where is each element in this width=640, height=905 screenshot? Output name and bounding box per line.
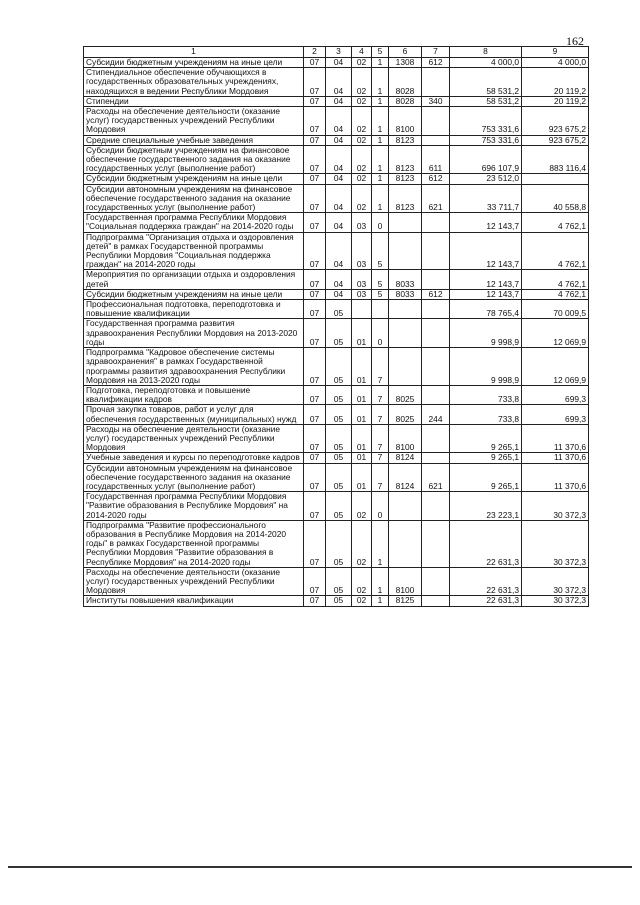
table-row	[84, 453, 589, 463]
table-row	[84, 348, 589, 386]
row-name-cell: Стипендиальное обеспечение обучающихся в государственных образовательных учреждениях, находящихся в ведении Республики Мордовия	[84, 68, 304, 97]
target-item-code-cell: 8025	[389, 385, 422, 404]
amount-year1-cell: 23 512,0	[450, 174, 522, 184]
row-name-cell: Подготовка, переподготовка и повышение квалификации кадров	[84, 385, 304, 404]
subprogram-code-cell: 1	[372, 184, 389, 213]
column-header: 7	[422, 47, 450, 58]
table-row	[84, 289, 589, 299]
subsection-code-cell: 04	[326, 270, 352, 289]
section-code-cell: 07	[304, 300, 326, 319]
subsection-code-cell: 05	[326, 453, 352, 463]
subprogram-code-cell: 7	[372, 348, 389, 386]
amount-year1-cell: 22 631,3	[450, 520, 522, 567]
row-name-cell: Средние специальные учебные заведения	[84, 135, 304, 145]
amount-year2-cell: 923 675,2	[522, 135, 589, 145]
subsection-code-cell: 05	[326, 596, 352, 606]
subprogram-code-cell: 7	[372, 405, 389, 424]
program-code-cell: 02	[352, 567, 372, 596]
subsection-code-cell: 04	[326, 68, 352, 97]
amount-year2-cell: 12 069,9	[522, 348, 589, 386]
subsection-code-cell: 05	[326, 348, 352, 386]
subprogram-code-cell: 7	[372, 385, 389, 404]
amount-year1-cell: 9 265,1	[450, 424, 522, 453]
section-code-cell: 07	[304, 213, 326, 232]
expense-type-code-cell	[422, 596, 450, 606]
subsection-code-cell: 05	[326, 424, 352, 453]
target-item-code-cell	[389, 319, 422, 348]
section-code-cell: 07	[304, 492, 326, 521]
amount-year2-cell: 30 372,3	[522, 520, 589, 567]
column-header: 2	[304, 47, 326, 58]
table-row	[84, 319, 589, 348]
table-row	[84, 96, 589, 106]
amount-year2-cell: 699,3	[522, 385, 589, 404]
row-name-cell: Подпрограмма "Развитие профессионального образования в Республике Мордовия на 2014-2020 годы" в рамках Государственной программы Республики Мордовия "Развитие образования в Республике Мордовия" на 2014-2020 годы	[84, 520, 304, 567]
subprogram-code-cell: 7	[372, 424, 389, 453]
amount-year1-cell: 9 998,9	[450, 348, 522, 386]
subprogram-code-cell: 1	[372, 58, 389, 68]
table-row	[84, 492, 589, 521]
target-item-code-cell: 1308	[389, 58, 422, 68]
program-code-cell: 01	[352, 319, 372, 348]
row-name-cell: Субсидии автономным учреждениям на финансовое обеспечение государственного задания на оказание государственных услуг (выполнение работ)	[84, 184, 304, 213]
section-code-cell: 07	[304, 270, 326, 289]
amount-year2-cell: 883 116,4	[522, 145, 589, 174]
budget-table	[83, 46, 589, 607]
table-row	[84, 174, 589, 184]
row-name-cell: Расходы на обеспечение деятельности (оказание услуг) государственных учреждений Республики Мордовия	[84, 567, 304, 596]
amount-year2-cell: 12 069,9	[522, 319, 589, 348]
expense-type-code-cell: 244	[422, 405, 450, 424]
expense-type-code-cell	[422, 453, 450, 463]
column-header: 8	[450, 47, 522, 58]
subprogram-code-cell: 1	[372, 145, 389, 174]
amount-year2-cell: 4 762,1	[522, 270, 589, 289]
target-item-code-cell	[389, 232, 422, 270]
program-code-cell: 02	[352, 596, 372, 606]
target-item-code-cell: 8100	[389, 107, 422, 136]
subsection-code-cell: 04	[326, 289, 352, 299]
subsection-code-cell: 04	[326, 145, 352, 174]
section-code-cell: 07	[304, 424, 326, 453]
target-item-code-cell: 8124	[389, 463, 422, 492]
page-number: 162	[566, 34, 584, 48]
program-code-cell: 02	[352, 145, 372, 174]
target-item-code-cell	[389, 520, 422, 567]
subprogram-code-cell: 1	[372, 174, 389, 184]
subsection-code-cell: 05	[326, 492, 352, 521]
table-row	[84, 213, 589, 232]
row-name-cell: Субсидии бюджетным учреждениям на иные цели	[84, 289, 304, 299]
target-item-code-cell	[389, 300, 422, 319]
amount-year2-cell: 4 762,1	[522, 289, 589, 299]
row-name-cell: Профессиональная подготовка, переподготовка и повышение квалификации	[84, 300, 304, 319]
amount-year1-cell: 22 631,3	[450, 596, 522, 606]
target-item-code-cell: 8033	[389, 289, 422, 299]
expense-type-code-cell	[422, 107, 450, 136]
amount-year2-cell: 11 370,6	[522, 463, 589, 492]
subsection-code-cell: 04	[326, 58, 352, 68]
expense-type-code-cell	[422, 492, 450, 521]
section-code-cell: 07	[304, 58, 326, 68]
section-code-cell: 07	[304, 145, 326, 174]
row-name-cell: Мероприятия по организации отдыха и оздоровления детей	[84, 270, 304, 289]
subprogram-code-cell: 1	[372, 96, 389, 106]
expense-type-code-cell	[422, 68, 450, 97]
row-name-cell: Субсидии автономным учреждениям на финансовое обеспечение государственного задания на оказание государственных услуг (выполнение работ)	[84, 463, 304, 492]
expense-type-code-cell: 340	[422, 96, 450, 106]
program-code-cell: 02	[352, 58, 372, 68]
program-code-cell: 02	[352, 96, 372, 106]
column-header: 9	[522, 47, 589, 58]
subsection-code-cell: 05	[326, 405, 352, 424]
amount-year2-cell: 11 370,6	[522, 453, 589, 463]
section-code-cell: 07	[304, 184, 326, 213]
expense-type-code-cell: 612	[422, 289, 450, 299]
subprogram-code-cell: 5	[372, 270, 389, 289]
subsection-code-cell: 05	[326, 385, 352, 404]
amount-year2-cell: 30 372,3	[522, 492, 589, 521]
table-row	[84, 184, 589, 213]
table-row	[84, 135, 589, 145]
subsection-code-cell: 04	[326, 184, 352, 213]
section-code-cell: 07	[304, 68, 326, 97]
subprogram-code-cell: 7	[372, 453, 389, 463]
amount-year1-cell: 12 143,7	[450, 270, 522, 289]
table-row	[84, 270, 589, 289]
subprogram-code-cell: 1	[372, 596, 389, 606]
column-header: 4	[352, 47, 372, 58]
subsection-code-cell: 05	[326, 520, 352, 567]
amount-year1-cell: 22 631,3	[450, 567, 522, 596]
table-row	[84, 463, 589, 492]
subsection-code-cell: 04	[326, 107, 352, 136]
table-row	[84, 596, 589, 606]
expense-type-code-cell	[422, 213, 450, 232]
row-name-cell: Субсидии бюджетным учреждениям на финансовое обеспечение государственного задания на оказание государственных услуг (выполнение работ)	[84, 145, 304, 174]
row-name-cell: Государственная программа развития здравоохранения Республики Мордовия на 2013-2020 годы	[84, 319, 304, 348]
section-code-cell: 07	[304, 96, 326, 106]
section-code-cell: 07	[304, 232, 326, 270]
amount-year1-cell: 733,8	[450, 405, 522, 424]
amount-year1-cell: 33 711,7	[450, 184, 522, 213]
amount-year1-cell: 58 531,2	[450, 96, 522, 106]
amount-year2-cell: 30 372,3	[522, 567, 589, 596]
table-row	[84, 405, 589, 424]
table-row	[84, 232, 589, 270]
program-code-cell: 02	[352, 520, 372, 567]
amount-year1-cell: 4 000,0	[450, 58, 522, 68]
row-name-cell: Субсидии бюджетным учреждениям на иные цели	[84, 58, 304, 68]
expense-type-code-cell	[422, 270, 450, 289]
section-code-cell: 07	[304, 319, 326, 348]
amount-year1-cell: 696 107,9	[450, 145, 522, 174]
section-code-cell: 07	[304, 135, 326, 145]
table-row	[84, 385, 589, 404]
amount-year1-cell: 9 265,1	[450, 453, 522, 463]
subsection-code-cell: 04	[326, 232, 352, 270]
subprogram-code-cell	[372, 300, 389, 319]
section-code-cell: 07	[304, 567, 326, 596]
row-name-cell: Институты повышения квалификации	[84, 596, 304, 606]
section-code-cell: 07	[304, 107, 326, 136]
table-header-row	[84, 47, 589, 58]
program-code-cell: 01	[352, 348, 372, 386]
row-name-cell: Учебные заведения и курсы по переподготовке кадров	[84, 453, 304, 463]
expense-type-code-cell: 621	[422, 184, 450, 213]
target-item-code-cell: 8025	[389, 405, 422, 424]
expense-type-code-cell	[422, 319, 450, 348]
subprogram-code-cell: 1	[372, 567, 389, 596]
program-code-cell: 02	[352, 492, 372, 521]
amount-year1-cell: 9 265,1	[450, 463, 522, 492]
target-item-code-cell: 8028	[389, 96, 422, 106]
expense-type-code-cell	[422, 232, 450, 270]
amount-year1-cell: 753 331,6	[450, 107, 522, 136]
row-name-cell: Расходы на обеспечение деятельности (оказание услуг) государственных учреждений Республики Мордовия	[84, 107, 304, 136]
subsection-code-cell: 05	[326, 463, 352, 492]
target-item-code-cell	[389, 348, 422, 386]
section-code-cell: 07	[304, 596, 326, 606]
section-code-cell: 07	[304, 405, 326, 424]
subprogram-code-cell: 1	[372, 135, 389, 145]
column-header: 6	[389, 47, 422, 58]
target-item-code-cell: 8123	[389, 145, 422, 174]
subprogram-code-cell: 0	[372, 213, 389, 232]
program-code-cell: 03	[352, 270, 372, 289]
program-code-cell: 01	[352, 424, 372, 453]
subprogram-code-cell: 7	[372, 463, 389, 492]
target-item-code-cell: 8028	[389, 68, 422, 97]
program-code-cell: 03	[352, 232, 372, 270]
amount-year2-cell: 20 119,2	[522, 96, 589, 106]
column-header: 3	[326, 47, 352, 58]
row-name-cell: Государственная программа Республики Мордовия "Развитие образования в Республике Мордовия" на 2014-2020 годы	[84, 492, 304, 521]
subsection-code-cell: 04	[326, 96, 352, 106]
target-item-code-cell: 8124	[389, 453, 422, 463]
subsection-code-cell: 04	[326, 174, 352, 184]
program-code-cell: 03	[352, 289, 372, 299]
row-name-cell: Подпрограмма "Организация отдыха и оздоровления детей" в рамках Государственной программы Республики Мордовия "Социальная поддержка граждан" на 2014-2020 годы	[84, 232, 304, 270]
table-row	[84, 145, 589, 174]
subprogram-code-cell: 0	[372, 319, 389, 348]
column-header: 5	[372, 47, 389, 58]
subsection-code-cell: 05	[326, 567, 352, 596]
row-name-cell: Подпрограмма "Кадровое обеспечение системы здравоохранения" в рамках Государственной программы развития здравоохранения Республики Мордовия на 2013-2020 годы	[84, 348, 304, 386]
table-row	[84, 107, 589, 136]
table-row	[84, 567, 589, 596]
amount-year1-cell: 753 331,6	[450, 135, 522, 145]
amount-year2-cell: 699,3	[522, 405, 589, 424]
amount-year2-cell: 20 119,2	[522, 68, 589, 97]
subsection-code-cell: 05	[326, 319, 352, 348]
subprogram-code-cell: 1	[372, 520, 389, 567]
program-code-cell: 01	[352, 385, 372, 404]
column-header: 1	[84, 47, 304, 58]
row-name-cell: Расходы на обеспечение деятельности (оказание услуг) государственных учреждений Республики Мордовия	[84, 424, 304, 453]
amount-year1-cell: 12 143,7	[450, 289, 522, 299]
program-code-cell	[352, 300, 372, 319]
expense-type-code-cell	[422, 520, 450, 567]
section-code-cell: 07	[304, 453, 326, 463]
section-code-cell: 07	[304, 520, 326, 567]
subsection-code-cell: 04	[326, 213, 352, 232]
subprogram-code-cell: 5	[372, 232, 389, 270]
row-name-cell: Прочая закупка товаров, работ и услуг для обеспечения государственных (муниципальных) нужд	[84, 405, 304, 424]
subprogram-code-cell: 1	[372, 68, 389, 97]
subsection-code-cell: 04	[326, 135, 352, 145]
program-code-cell: 01	[352, 463, 372, 492]
program-code-cell: 02	[352, 68, 372, 97]
program-code-cell: 02	[352, 135, 372, 145]
amount-year2-cell: 4 762,1	[522, 232, 589, 270]
amount-year2-cell: 30 372,3	[522, 596, 589, 606]
program-code-cell: 01	[352, 405, 372, 424]
expense-type-code-cell: 612	[422, 174, 450, 184]
subprogram-code-cell: 5	[372, 289, 389, 299]
page-bottom-rule	[8, 866, 632, 868]
target-item-code-cell: 8100	[389, 424, 422, 453]
program-code-cell: 02	[352, 107, 372, 136]
row-name-cell: Государственная программа Республики Мордовия "Социальная поддержка граждан" на 2014-2020 годы	[84, 213, 304, 232]
target-item-code-cell	[389, 492, 422, 521]
target-item-code-cell: 8100	[389, 567, 422, 596]
section-code-cell: 07	[304, 174, 326, 184]
subsection-code-cell: 05	[326, 300, 352, 319]
subprogram-code-cell: 0	[372, 492, 389, 521]
expense-type-code-cell	[422, 300, 450, 319]
expense-type-code-cell: 612	[422, 58, 450, 68]
target-item-code-cell: 8123	[389, 135, 422, 145]
program-code-cell: 02	[352, 174, 372, 184]
amount-year1-cell: 12 143,7	[450, 213, 522, 232]
target-item-code-cell: 8125	[389, 596, 422, 606]
expense-type-code-cell	[422, 567, 450, 596]
program-code-cell: 01	[352, 453, 372, 463]
row-name-cell: Субсидии бюджетным учреждениям на иные цели	[84, 174, 304, 184]
target-item-code-cell: 8033	[389, 270, 422, 289]
target-item-code-cell: 8123	[389, 174, 422, 184]
amount-year2-cell: 923 675,2	[522, 107, 589, 136]
table-row	[84, 424, 589, 453]
amount-year1-cell: 58 531,2	[450, 68, 522, 97]
section-code-cell: 07	[304, 289, 326, 299]
amount-year2-cell: 4 762,1	[522, 213, 589, 232]
expense-type-code-cell	[422, 348, 450, 386]
table-row	[84, 58, 589, 68]
row-name-cell: Стипендии	[84, 96, 304, 106]
amount-year2-cell: 40 558,8	[522, 184, 589, 213]
amount-year1-cell: 9 998,9	[450, 319, 522, 348]
table-row	[84, 300, 589, 319]
expense-type-code-cell: 621	[422, 463, 450, 492]
program-code-cell: 03	[352, 213, 372, 232]
amount-year1-cell: 12 143,7	[450, 232, 522, 270]
section-code-cell: 07	[304, 348, 326, 386]
amount-year2-cell: 70 009,5	[522, 300, 589, 319]
table-row	[84, 68, 589, 97]
expense-type-code-cell	[422, 135, 450, 145]
program-code-cell: 02	[352, 184, 372, 213]
amount-year2-cell	[522, 174, 589, 184]
amount-year2-cell: 4 000,0	[522, 58, 589, 68]
amount-year1-cell: 23 223,1	[450, 492, 522, 521]
expense-type-code-cell	[422, 424, 450, 453]
expense-type-code-cell: 611	[422, 145, 450, 174]
amount-year1-cell: 733,8	[450, 385, 522, 404]
section-code-cell: 07	[304, 385, 326, 404]
expense-type-code-cell	[422, 385, 450, 404]
amount-year2-cell: 11 370,6	[522, 424, 589, 453]
target-item-code-cell	[389, 213, 422, 232]
table-row	[84, 520, 589, 567]
subprogram-code-cell: 1	[372, 107, 389, 136]
amount-year1-cell: 78 765,4	[450, 300, 522, 319]
section-code-cell: 07	[304, 463, 326, 492]
target-item-code-cell: 8123	[389, 184, 422, 213]
